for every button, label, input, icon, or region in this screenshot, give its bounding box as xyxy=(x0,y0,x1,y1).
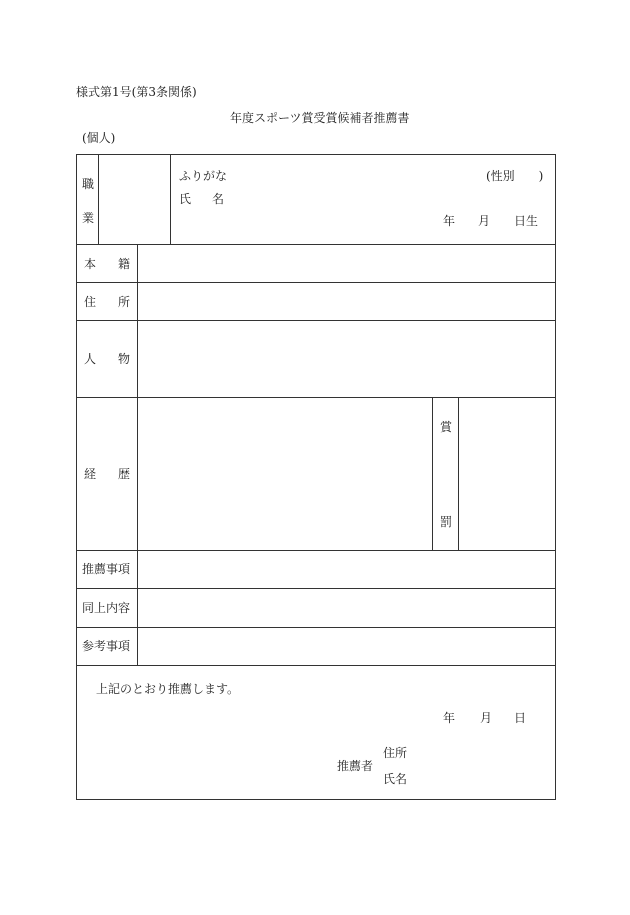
occupation-label-2: 業 xyxy=(82,211,95,225)
date-year-label: 年 xyxy=(443,711,456,725)
recommender-address-label: 住所 xyxy=(383,746,408,760)
career-label-2: 歴 xyxy=(118,467,131,481)
gender-label: (性別 ) xyxy=(486,169,544,183)
rewards-label-1: 賞 xyxy=(440,420,453,434)
col-divider xyxy=(458,397,459,550)
character-label-2: 物 xyxy=(118,352,131,366)
career-label-1: 経 xyxy=(84,467,97,481)
name-label-1: 氏 xyxy=(179,192,192,206)
character-label-1: 人 xyxy=(84,352,97,366)
row-divider xyxy=(76,588,556,589)
recommendation-items-label: 推薦事項 xyxy=(82,562,131,576)
nomination-table xyxy=(76,154,556,800)
row-divider xyxy=(76,550,556,551)
recommender-name-label: 氏名 xyxy=(383,772,408,786)
form-category: (個人) xyxy=(82,131,116,145)
recommendation-statement: 上記のとおり推薦します。 xyxy=(96,682,240,696)
col-divider xyxy=(432,397,433,550)
honseki-label-2: 籍 xyxy=(118,257,131,271)
row-divider xyxy=(76,282,556,283)
row-divider xyxy=(76,397,556,398)
col-divider xyxy=(137,244,138,665)
same-content-label: 同上内容 xyxy=(82,601,131,615)
recommender-label: 推薦者 xyxy=(337,759,374,773)
rewards-label-2: 罰 xyxy=(440,515,453,529)
form-number: 様式第1号(第3条関係) xyxy=(76,85,197,99)
furigana-label: ふりがな xyxy=(179,169,228,183)
address-label-2: 所 xyxy=(118,295,131,309)
col-divider xyxy=(170,154,171,244)
birth-year-label: 年 xyxy=(443,214,456,228)
form-title: 年度スポーツ賞受賞候補者推薦書 xyxy=(230,111,410,125)
name-label-2: 名 xyxy=(212,192,225,206)
birth-day-label: 日生 xyxy=(514,214,539,228)
birth-month-label: 月 xyxy=(478,214,491,228)
occupation-label-1: 職 xyxy=(82,177,95,191)
row-divider xyxy=(76,320,556,321)
row-divider xyxy=(76,627,556,628)
honseki-label-1: 本 xyxy=(84,257,97,271)
row-divider xyxy=(76,244,556,245)
reference-items-label: 参考事項 xyxy=(82,639,131,653)
row-divider xyxy=(76,665,556,666)
date-day-label: 日 xyxy=(514,711,527,725)
date-month-label: 月 xyxy=(480,711,493,725)
address-label-1: 住 xyxy=(84,295,97,309)
col-divider xyxy=(98,154,99,244)
